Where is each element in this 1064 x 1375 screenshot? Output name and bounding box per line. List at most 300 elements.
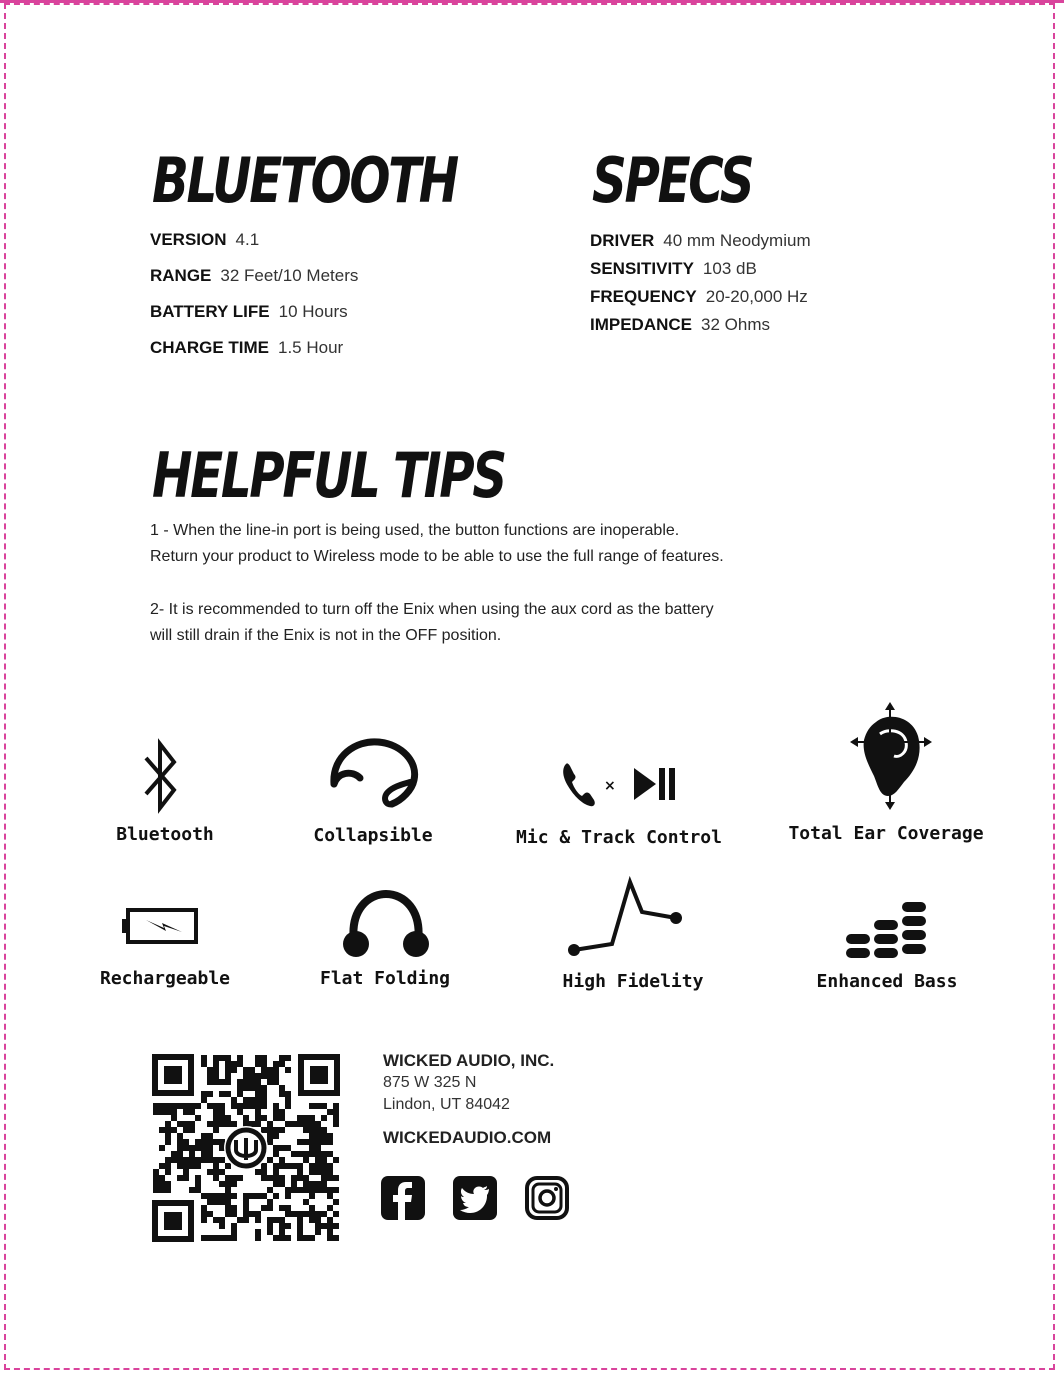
spec-value: 103 dB — [702, 259, 757, 278]
qr-module — [237, 1079, 243, 1085]
qr-module — [261, 1175, 267, 1181]
qr-module — [171, 1151, 177, 1157]
qr-module — [231, 1067, 237, 1073]
qr-module — [261, 1091, 267, 1097]
qr-module — [327, 1235, 333, 1241]
qr-module — [327, 1175, 333, 1181]
qr-module — [159, 1181, 165, 1187]
qr-module — [249, 1067, 255, 1073]
qr-module — [201, 1235, 207, 1241]
qr-module — [261, 1085, 267, 1091]
qr-module — [159, 1109, 165, 1115]
qr-module — [321, 1175, 327, 1181]
qr-module — [321, 1211, 327, 1217]
qr-module — [327, 1217, 333, 1223]
qr-module — [213, 1067, 219, 1073]
qr-module — [333, 1175, 339, 1181]
qr-module — [303, 1127, 309, 1133]
qr-module — [273, 1109, 279, 1115]
qr-module — [303, 1187, 309, 1193]
spec-row-sensitivity — [590, 259, 757, 279]
spec-row-impedance — [590, 315, 770, 335]
qr-module — [225, 1067, 231, 1073]
qr-module — [273, 1235, 279, 1241]
spec-key: VERSION — [150, 230, 227, 249]
qr-module — [219, 1235, 225, 1241]
qr-module — [207, 1157, 213, 1163]
qr-module — [273, 1073, 279, 1079]
qr-module — [213, 1217, 219, 1223]
qr-module — [213, 1103, 219, 1109]
qr-module — [309, 1169, 315, 1175]
spec-value: 1.5 Hour — [278, 338, 344, 357]
qr-module — [243, 1115, 249, 1121]
qr-module — [279, 1145, 285, 1151]
qr-module — [279, 1091, 285, 1097]
qr-module — [273, 1103, 279, 1109]
qr-module — [285, 1091, 291, 1097]
qr-module — [273, 1163, 279, 1169]
qr-module — [321, 1151, 327, 1157]
qr-module — [159, 1103, 165, 1109]
qr-module — [279, 1157, 285, 1163]
equalizer-icon — [842, 898, 930, 962]
qr-module — [225, 1091, 231, 1097]
qr-module — [165, 1127, 171, 1133]
qr-module — [255, 1169, 261, 1175]
qr-module — [231, 1061, 237, 1067]
spec-row-driver — [590, 231, 811, 251]
twitter-icon[interactable] — [453, 1176, 497, 1220]
qr-module — [207, 1211, 213, 1217]
qr-module — [219, 1103, 225, 1109]
qr-module — [285, 1187, 291, 1193]
qr-module — [201, 1097, 207, 1103]
qr-module — [309, 1133, 315, 1139]
qr-module — [303, 1199, 309, 1205]
qr-module — [165, 1109, 171, 1115]
qr-module — [267, 1187, 273, 1193]
qr-module — [273, 1133, 279, 1139]
qr-module — [315, 1127, 321, 1133]
qr-module — [309, 1235, 315, 1241]
qr-module — [297, 1139, 303, 1145]
qr-module — [255, 1115, 261, 1121]
qr-module — [213, 1169, 219, 1175]
qr-module — [327, 1187, 333, 1193]
qr-module — [303, 1175, 309, 1181]
company-address-line: 875 W 325 N — [383, 1074, 477, 1091]
qr-module — [267, 1067, 273, 1073]
qr-module — [321, 1157, 327, 1163]
qr-module — [321, 1163, 327, 1169]
qr-module — [321, 1181, 327, 1187]
company-info — [383, 1050, 554, 1148]
qr-module — [237, 1091, 243, 1097]
qr-module — [237, 1085, 243, 1091]
qr-module — [225, 1073, 231, 1079]
qr-module — [297, 1187, 303, 1193]
qr-module — [279, 1181, 285, 1187]
qr-center-logo — [224, 1126, 268, 1170]
feature-label: Bluetooth — [116, 824, 214, 845]
spec-row-version — [150, 230, 259, 250]
qr-module — [291, 1163, 297, 1169]
qr-module — [189, 1145, 195, 1151]
tip-2 — [150, 597, 870, 649]
qr-module — [309, 1181, 315, 1187]
qr-module — [285, 1223, 291, 1229]
qr-module — [183, 1169, 189, 1175]
qr-module — [213, 1139, 219, 1145]
qr-module — [207, 1121, 213, 1127]
qr-module — [267, 1217, 273, 1223]
qr-module — [183, 1163, 189, 1169]
qr-module — [225, 1235, 231, 1241]
qr-module — [219, 1199, 225, 1205]
qr-module — [309, 1187, 315, 1193]
qr-module — [243, 1217, 249, 1223]
qr-module — [279, 1229, 285, 1235]
qr-module — [225, 1199, 231, 1205]
company-address-line: Lindon, UT 84042 — [383, 1096, 510, 1113]
qr-code[interactable] — [152, 1054, 340, 1242]
qr-module — [291, 1175, 297, 1181]
qr-module — [261, 1097, 267, 1103]
qr-module — [261, 1163, 267, 1169]
qr-module — [291, 1121, 297, 1127]
qr-module — [309, 1211, 315, 1217]
qr-module — [201, 1061, 207, 1067]
qr-module — [207, 1103, 213, 1109]
qr-module — [315, 1229, 321, 1235]
qr-module — [255, 1103, 261, 1109]
battery-icon — [120, 906, 200, 946]
qr-module — [321, 1187, 327, 1193]
qr-module — [213, 1235, 219, 1241]
qr-module — [333, 1103, 339, 1109]
qr-module — [201, 1217, 207, 1223]
qr-module — [261, 1061, 267, 1067]
qr-module — [207, 1133, 213, 1139]
spec-key: FREQUENCY — [590, 287, 697, 306]
qr-module — [207, 1139, 213, 1145]
qr-module — [303, 1235, 309, 1241]
qr-module — [255, 1217, 261, 1223]
qr-module — [285, 1121, 291, 1127]
qr-module — [261, 1115, 267, 1121]
qr-module — [165, 1139, 171, 1145]
qr-module — [201, 1055, 207, 1061]
waveform-icon — [564, 876, 688, 960]
spec-row-range — [150, 266, 358, 286]
qr-module — [279, 1223, 285, 1229]
qr-module — [267, 1079, 273, 1085]
qr-module — [219, 1079, 225, 1085]
qr-module — [261, 1073, 267, 1079]
qr-finder-top-left — [152, 1054, 194, 1096]
qr-module — [267, 1121, 273, 1127]
qr-module — [327, 1205, 333, 1211]
qr-module — [207, 1235, 213, 1241]
qr-module — [237, 1217, 243, 1223]
qr-module — [315, 1157, 321, 1163]
qr-module — [333, 1199, 339, 1205]
qr-module — [225, 1187, 231, 1193]
qr-module — [171, 1157, 177, 1163]
qr-module — [297, 1115, 303, 1121]
qr-module — [237, 1055, 243, 1061]
qr-module — [189, 1103, 195, 1109]
qr-module — [243, 1211, 249, 1217]
qr-module — [153, 1175, 159, 1181]
qr-module — [309, 1139, 315, 1145]
qr-module — [303, 1211, 309, 1217]
qr-module — [255, 1091, 261, 1097]
qr-module — [213, 1109, 219, 1115]
qr-module — [327, 1109, 333, 1115]
qr-module — [303, 1151, 309, 1157]
spec-key: RANGE — [150, 266, 212, 285]
qr-module — [231, 1205, 237, 1211]
qr-module — [183, 1157, 189, 1163]
feature-label: Mic & Track Control — [516, 827, 722, 848]
qr-module — [315, 1217, 321, 1223]
qr-module — [243, 1193, 249, 1199]
spec-row-battery-life — [150, 302, 348, 322]
qr-module — [273, 1169, 279, 1175]
qr-module — [297, 1217, 303, 1223]
qr-module — [207, 1169, 213, 1175]
qr-module — [225, 1061, 231, 1067]
qr-module — [291, 1151, 297, 1157]
qr-module — [333, 1121, 339, 1127]
qr-module — [255, 1109, 261, 1115]
qr-module — [315, 1181, 321, 1187]
qr-module — [183, 1121, 189, 1127]
spec-key: CHARGE TIME — [150, 338, 269, 357]
qr-module — [333, 1157, 339, 1163]
qr-module — [231, 1175, 237, 1181]
qr-module — [297, 1211, 303, 1217]
qr-module — [165, 1169, 171, 1175]
qr-module — [237, 1175, 243, 1181]
qr-module — [177, 1103, 183, 1109]
qr-module — [327, 1169, 333, 1175]
qr-module — [261, 1205, 267, 1211]
qr-module — [243, 1097, 249, 1103]
qr-module — [249, 1079, 255, 1085]
qr-module — [309, 1205, 315, 1211]
qr-module — [183, 1139, 189, 1145]
qr-module — [213, 1127, 219, 1133]
qr-finder-bottom-left — [152, 1200, 194, 1242]
qr-module — [261, 1169, 267, 1175]
qr-module — [291, 1211, 297, 1217]
qr-module — [207, 1073, 213, 1079]
qr-module — [249, 1073, 255, 1079]
qr-module — [255, 1193, 261, 1199]
qr-module — [297, 1229, 303, 1235]
tip-line: 2- It is recommended to turn off the Enix when using the aux cord as the battery — [150, 601, 714, 618]
qr-module — [297, 1235, 303, 1241]
qr-module — [177, 1121, 183, 1127]
tip-line: Return your product to Wireless mode to be able to use the full range of features. — [150, 548, 724, 565]
qr-module — [201, 1145, 207, 1151]
qr-module — [201, 1193, 207, 1199]
qr-module — [165, 1157, 171, 1163]
instagram-icon[interactable] — [525, 1176, 569, 1220]
qr-module — [177, 1139, 183, 1145]
qr-module — [165, 1187, 171, 1193]
qr-module — [225, 1181, 231, 1187]
qr-module — [267, 1073, 273, 1079]
qr-module — [153, 1169, 159, 1175]
qr-module — [237, 1103, 243, 1109]
qr-module — [321, 1127, 327, 1133]
qr-module — [231, 1193, 237, 1199]
qr-module — [261, 1103, 267, 1109]
feature-label: Total Ear Coverage — [788, 823, 984, 844]
qr-module — [165, 1133, 171, 1139]
qr-module — [261, 1067, 267, 1073]
qr-module — [321, 1169, 327, 1175]
qr-module — [219, 1157, 225, 1163]
qr-module — [267, 1175, 273, 1181]
qr-module — [153, 1187, 159, 1193]
qr-module — [309, 1193, 315, 1199]
qr-module — [237, 1061, 243, 1067]
qr-module — [243, 1103, 249, 1109]
qr-module — [213, 1073, 219, 1079]
qr-module — [327, 1193, 333, 1199]
qr-module — [153, 1103, 159, 1109]
qr-module — [153, 1181, 159, 1187]
qr-module — [291, 1181, 297, 1187]
qr-module — [225, 1121, 231, 1127]
qr-module — [219, 1115, 225, 1121]
qr-module — [207, 1145, 213, 1151]
qr-module — [267, 1223, 273, 1229]
qr-module — [201, 1157, 207, 1163]
spec-value: 40 mm Neodymium — [663, 231, 811, 250]
qr-module — [231, 1121, 237, 1127]
qr-module — [219, 1193, 225, 1199]
company-name: WICKED AUDIO, INC. — [383, 1051, 555, 1070]
qr-module — [279, 1217, 285, 1223]
svg-text:×: × — [604, 778, 616, 794]
qr-module — [189, 1121, 195, 1127]
feature-label: Rechargeable — [99, 968, 231, 989]
qr-module — [285, 1205, 291, 1211]
qr-module — [333, 1211, 339, 1217]
qr-module — [189, 1127, 195, 1133]
qr-module — [195, 1139, 201, 1145]
qr-module — [231, 1181, 237, 1187]
qr-module — [243, 1067, 249, 1073]
qr-module — [201, 1139, 207, 1145]
qr-module — [189, 1109, 195, 1115]
spec-key: SENSITIVITY — [590, 259, 694, 278]
qr-module — [183, 1127, 189, 1133]
qr-module — [267, 1133, 273, 1139]
qr-module — [273, 1061, 279, 1067]
qr-module — [165, 1103, 171, 1109]
qr-module — [195, 1103, 201, 1109]
qr-module — [219, 1091, 225, 1097]
qr-module — [279, 1175, 285, 1181]
qr-module — [249, 1097, 255, 1103]
qr-module — [333, 1115, 339, 1121]
qr-module — [321, 1223, 327, 1229]
qr-module — [177, 1145, 183, 1151]
qr-module — [231, 1235, 237, 1241]
qr-module — [279, 1205, 285, 1211]
qr-module — [303, 1139, 309, 1145]
qr-module — [231, 1223, 237, 1229]
qr-module — [285, 1163, 291, 1169]
qr-module — [255, 1085, 261, 1091]
qr-module — [315, 1187, 321, 1193]
qr-module — [231, 1097, 237, 1103]
qr-module — [159, 1163, 165, 1169]
qr-module — [315, 1169, 321, 1175]
qr-module — [219, 1055, 225, 1061]
qr-module — [285, 1145, 291, 1151]
qr-module — [189, 1157, 195, 1163]
qr-module — [171, 1115, 177, 1121]
qr-module — [285, 1055, 291, 1061]
qr-module — [201, 1205, 207, 1211]
qr-module — [249, 1211, 255, 1217]
qr-module — [225, 1055, 231, 1061]
qr-module — [279, 1085, 285, 1091]
spec-key: IMPEDANCE — [590, 315, 693, 334]
qr-module — [213, 1163, 219, 1169]
qr-module — [225, 1205, 231, 1211]
qr-module — [183, 1109, 189, 1115]
spec-row-charge-time — [150, 338, 343, 358]
qr-module — [213, 1175, 219, 1181]
qr-module — [315, 1223, 321, 1229]
qr-module — [201, 1091, 207, 1097]
qr-module — [243, 1085, 249, 1091]
qr-module — [297, 1223, 303, 1229]
qr-module — [267, 1127, 273, 1133]
qr-module — [273, 1181, 279, 1187]
qr-module — [225, 1079, 231, 1085]
qr-module — [183, 1103, 189, 1109]
qr-module — [201, 1211, 207, 1217]
spec-value: 32 Feet/10 Meters — [220, 266, 359, 285]
qr-module — [243, 1079, 249, 1085]
qr-module — [153, 1109, 159, 1115]
qr-module — [177, 1163, 183, 1169]
qr-module — [213, 1061, 219, 1067]
qr-module — [279, 1163, 285, 1169]
qr-module — [243, 1199, 249, 1205]
facebook-icon[interactable] — [381, 1176, 425, 1220]
company-website-link[interactable]: WICKEDAUDIO.COM — [383, 1128, 552, 1147]
qr-module — [267, 1205, 273, 1211]
qr-module — [273, 1193, 279, 1199]
spec-value: 32 Ohms — [701, 315, 770, 334]
qr-module — [327, 1151, 333, 1157]
qr-module — [303, 1157, 309, 1163]
qr-module — [261, 1127, 267, 1133]
qr-module — [309, 1217, 315, 1223]
qr-module — [297, 1151, 303, 1157]
